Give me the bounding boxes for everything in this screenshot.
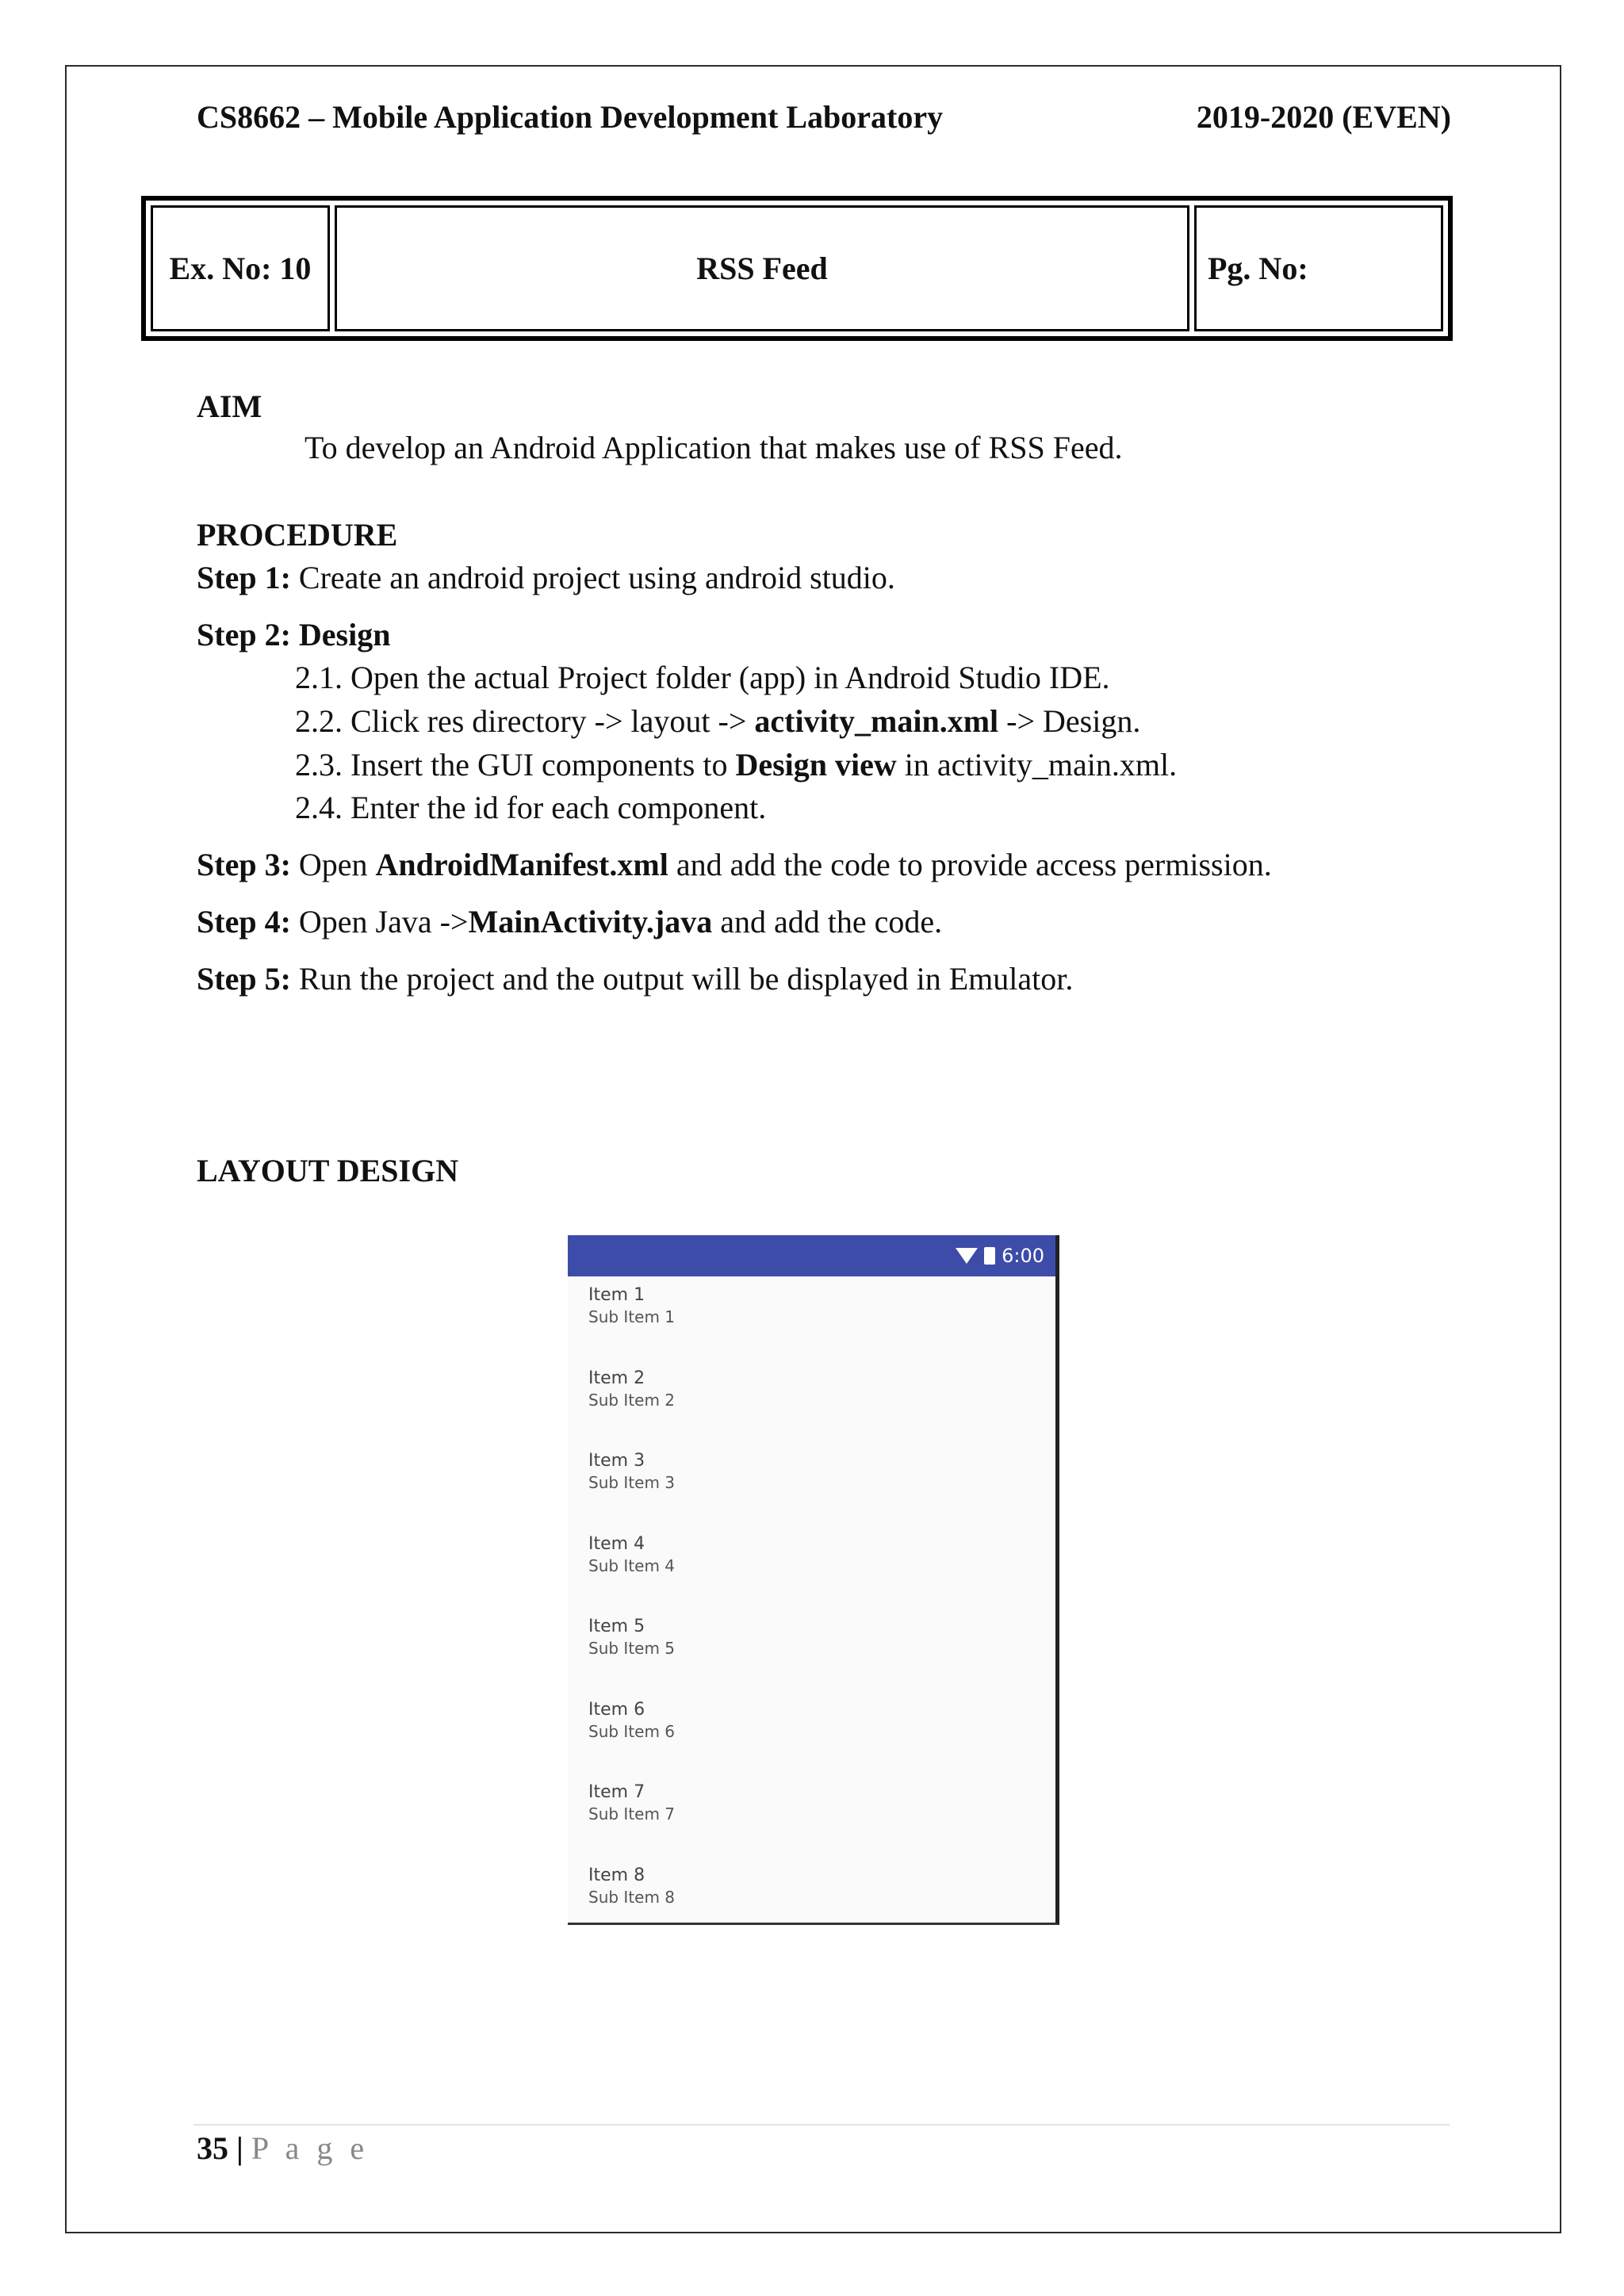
list-item <box>568 1525 1055 1609</box>
list-item <box>568 1857 1055 1926</box>
battery-icon <box>984 1247 995 1265</box>
step-4-text-a: Open Java -> <box>290 904 469 939</box>
layout-preview-screenshot <box>568 1235 1059 1925</box>
list-item <box>568 1608 1055 1691</box>
step-2-3-text-c: in activity_main.xml. <box>896 747 1178 783</box>
running-header <box>197 98 1451 136</box>
step-2 <box>197 616 390 653</box>
layout-design-heading: LAYOUT DESIGN <box>197 1153 459 1188</box>
page-footer <box>197 2130 369 2167</box>
step-4-label: Step 4: <box>197 904 291 939</box>
step-3 <box>197 846 1272 883</box>
step-2-3 <box>295 746 1177 783</box>
list-item <box>568 1276 1055 1360</box>
step-2-1: 2.1. Open the actual Project folder (app) in Android Studio IDE. <box>295 660 1110 695</box>
exercise-title-table <box>141 196 1453 341</box>
list-item-title: Item 3 <box>588 1451 645 1471</box>
step-4-mainactivity: MainActivity.java <box>468 904 713 939</box>
step-1 <box>197 559 895 596</box>
step-2-2-text-a: 2.2. Click res directory -> layout -> <box>295 703 755 739</box>
step-2-3-text-a: 2.3. Insert the GUI components to <box>295 747 736 783</box>
list-item-subtitle: Sub Item 2 <box>588 1390 676 1410</box>
step-4 <box>197 903 942 940</box>
aim-heading: AIM <box>197 388 262 424</box>
step-2-4: 2.4. Enter the id for each component. <box>295 790 767 825</box>
list-item <box>568 1774 1055 1857</box>
step-3-text-c: and add the code to provide access permission. <box>668 847 1272 882</box>
step-2-2 <box>295 702 1140 740</box>
list-item <box>568 1691 1055 1774</box>
exercise-number: Ex. No: 10 <box>151 205 330 331</box>
step-4-text-c: and add the code. <box>712 904 943 939</box>
list-item-subtitle: Sub Item 8 <box>588 1887 676 1907</box>
item-list <box>568 1276 1055 1925</box>
list-item-title: Item 1 <box>588 1285 645 1305</box>
list-item-title: Item 8 <box>588 1865 645 1885</box>
aim-text: To develop an Android Application that makes use of RSS Feed. <box>304 430 1123 465</box>
list-item-title: Item 4 <box>588 1533 645 1554</box>
step-2-2-text-c: -> Design. <box>998 703 1141 739</box>
list-item-title: Item 6 <box>588 1699 645 1720</box>
list-item-subtitle: Sub Item 3 <box>588 1473 676 1492</box>
step-2-2-filename: activity_main.xml <box>754 703 999 739</box>
footer-divider <box>193 2124 1450 2126</box>
status-bar <box>568 1235 1055 1276</box>
exercise-title: RSS Feed <box>335 205 1189 331</box>
list-item-subtitle: Sub Item 6 <box>588 1721 676 1741</box>
step-1-text: Create an android project using android studio. <box>290 560 895 595</box>
footer-separator: | <box>228 2130 251 2166</box>
list-item-title: Item 5 <box>588 1617 645 1636</box>
step-2-3-design-view: Design view <box>735 747 897 783</box>
step-5-text: Run the project and the output will be displayed in Emulator. <box>290 961 1074 997</box>
footer-page-number: 35 <box>197 2130 228 2166</box>
step-3-label: Step 3: <box>197 847 291 882</box>
list-item <box>568 1360 1055 1443</box>
status-time: 6:00 <box>1002 1245 1044 1267</box>
step-5 <box>197 960 1073 997</box>
list-item <box>568 1442 1055 1525</box>
list-item-subtitle: Sub Item 1 <box>588 1307 676 1326</box>
wifi-icon <box>956 1248 978 1264</box>
procedure-heading: PROCEDURE <box>197 517 398 553</box>
page-number-label: Pg. No: <box>1194 205 1443 331</box>
list-item-subtitle: Sub Item 4 <box>588 1556 676 1575</box>
step-2-label: Step 2: Design <box>197 617 391 652</box>
step-5-label: Step 5: <box>197 961 291 997</box>
academic-year: 2019-2020 (EVEN) <box>1196 99 1451 135</box>
list-item-subtitle: Sub Item 5 <box>588 1639 676 1658</box>
list-item-subtitle: Sub Item 7 <box>588 1804 676 1823</box>
step-3-manifest: AndroidManifest.xml <box>375 847 668 882</box>
step-3-text-a: Open <box>290 847 376 882</box>
list-item-title: Item 2 <box>588 1368 645 1388</box>
footer-page-word: P a g e <box>251 2130 370 2166</box>
course-title: CS8662 – Mobile Application Development Laboratory <box>197 99 944 135</box>
list-item-title: Item 7 <box>588 1782 645 1802</box>
step-1-label: Step 1: <box>197 560 291 595</box>
